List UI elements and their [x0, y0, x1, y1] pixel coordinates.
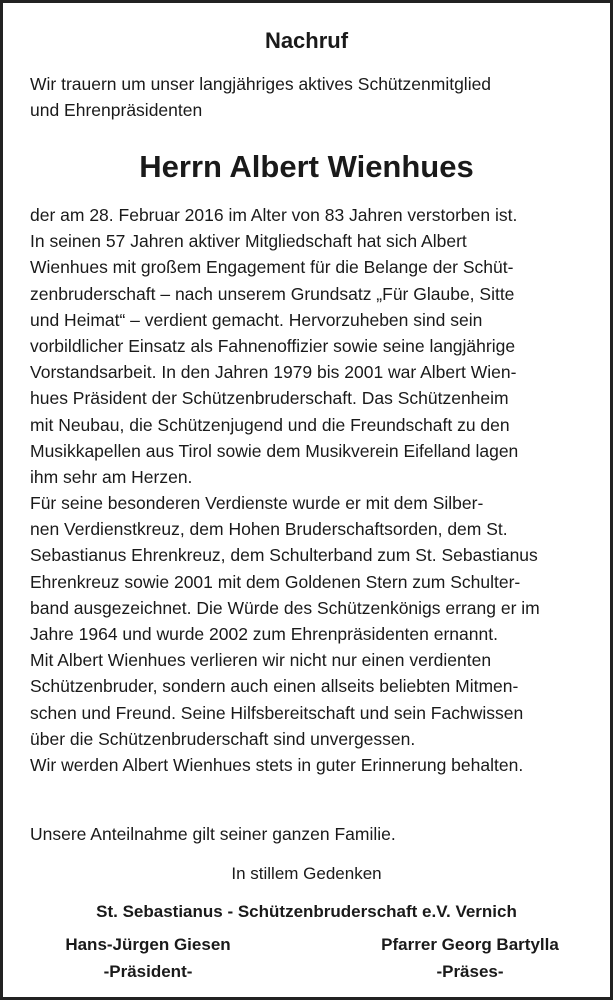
body-line: Wir werden Albert Wienhues stets in guter Erinnerung behalten.: [30, 754, 524, 775]
body-line: vorbildlicher Einsatz als Fahnenoffizier sowie seine langjährige: [30, 335, 516, 356]
body-line: Vorstandsarbeit. In den Jahren 1979 bis 2001 war Albert Wien-: [30, 362, 517, 383]
intro-paragraph: [30, 71, 590, 123]
body-line: Musikkapellen aus Tirol sowie dem Musikverein Eifelland lagen: [30, 440, 519, 461]
intro-line: und Ehrenpräsidenten: [30, 100, 203, 120]
deceased-name: Herrn Albert Wienhues: [139, 149, 474, 184]
in-memory-line: In stillem Gedenken: [231, 864, 382, 883]
body-line: ihm sehr am Herzen.: [30, 466, 193, 487]
body-line: Jahre 1964 und wurde 2002 zum Ehrenpräsidenten ernannt.: [30, 624, 498, 644]
signer-role: -Präses-: [436, 962, 504, 981]
body-line: über die Schützenbruderschaft sind unvergessen.: [30, 728, 416, 749]
signer-name: Pfarrer Georg Bartylla: [381, 935, 559, 954]
signer-praeses: [365, 931, 575, 985]
body-line: In seinen 57 Jahren aktiver Mitgliedschaft hat sich Albert: [30, 231, 467, 252]
body-line: hues Präsident der Schützenbruderschaft. Das Schützenheim: [30, 388, 509, 409]
signer-role: -Präsident-: [103, 962, 193, 981]
body-line: band ausgezeichnet. Die Würde des Schützenkönigs errang er im: [30, 597, 540, 618]
body-line: Ehrenkreuz sowie 2001 mit dem Goldenen Stern zum Schulter-: [30, 571, 521, 592]
body-line: Für seine besonderen Verdienste wurde er mit dem Silber-: [30, 493, 484, 514]
body-line: der am 28. Februar 2016 im Alter von 83 Jahren verstorben ist.: [30, 205, 518, 225]
signer-president: [43, 931, 253, 985]
body-line: Schützenbruder, sondern auch einen allseits beliebten Mitmen-: [30, 676, 519, 697]
body-line: Sebastianus Ehrenkreuz, dem Schulterband zum St. Sebastianus: [30, 545, 538, 566]
body-line: und Heimat“ – verdient gemacht. Hervorzuheben sind sein: [30, 309, 483, 330]
body-line: Mit Albert Wienhues verlieren wir nicht nur einen verdienten: [30, 650, 492, 671]
obituary-body: [30, 202, 596, 778]
signer-name: Hans-Jürgen Giesen: [65, 935, 231, 954]
body-line: Wienhues mit großem Engagement für die Belange der Schüt-: [30, 257, 514, 278]
intro-line: Wir trauern um unser langjähriges aktives Schützenmitglied: [30, 74, 492, 94]
body-line: nen Verdienstkreuz, dem Hohen Bruderschaftsorden, dem St.: [30, 519, 508, 540]
obituary-heading: Nachruf: [264, 28, 349, 53]
organization-name: St. Sebastianus - Schützenbruderschaft e.V. Vernich: [96, 902, 517, 921]
body-line: zenbruderschaft – nach unserem Grundsatz „Für Glaube, Sitte: [30, 283, 515, 304]
condolence-line: Unsere Anteilnahme gilt seiner ganzen Familie.: [30, 824, 396, 844]
body-line: mit Neubau, die Schützenjugend und die Freundschaft zu den: [30, 414, 510, 435]
body-line: schen und Freund. Seine Hilfsbereitschaft und sein Fachwissen: [30, 702, 524, 723]
